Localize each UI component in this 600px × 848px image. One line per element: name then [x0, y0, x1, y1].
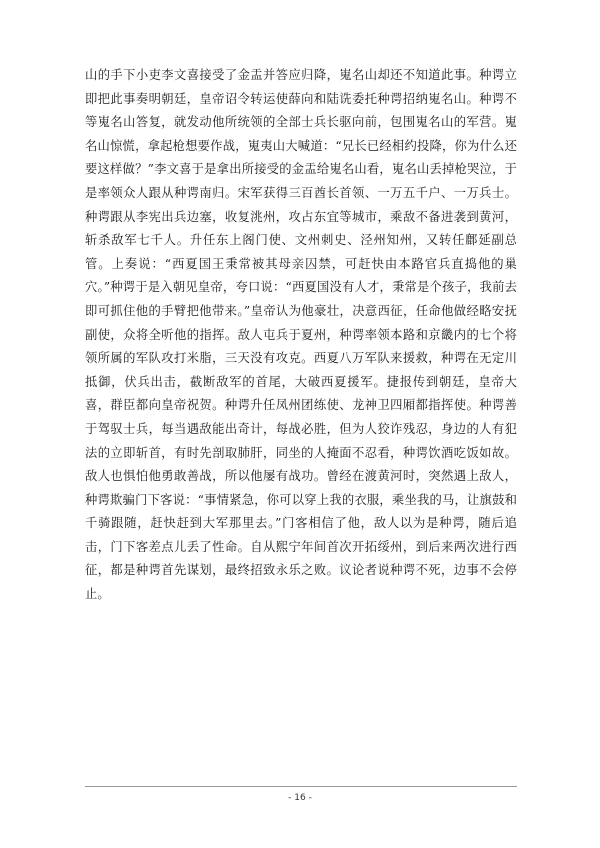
body-paragraph: 山的手下小吏李文喜接受了金盂并答应归降，嵬名山却还不知道此事。种谔立即把此事奏明朝廷，皇帝诏令转运使薛向和陆诜委托种谔招纳嵬名山。种谔不等嵬名山答复，就发动他所统领的全部士兵长驱向前，包围嵬名山的军营。嵬名山惊慌，拿起枪想要作战，嵬夷山大喊道：“兄长已经相约投降，你为什么还要这样做？”李文喜于是拿出所接受的金盂给嵬名山看，嵬名山丢掉枪哭泣，于是率领众人跟从种谔南归。宋军获得三百酋长首领、一万五千户、一万兵士。种谔跟从李宪出兵边塞，收复洮州，攻占东宜等城市，乘敌不备进袭到黄河，斩杀敌军七千人。升任东上阁门使、文州刺史、泾州知州，又转任鄜延副总管。上奏说：“西夏国王秉常被其母亲囚禁，可赶快由本路官兵直捣他的巢穴。”种谔于是入朝见皇帝，夸口说：“西夏国没有人才，秉常是个孩子，我前去即可抓住他的手臂把他带来。”皇帝认为他豪壮，决意西征，任命他做经略安抚副使，众将全听他的指挥。敌人屯兵于夏州，种谔率领本路和京畿内的七个将领所属的军队攻打米脂，三天没有攻克。西夏八万军队来援救，种谔在无定川抵御，伏兵出击，截断敌军的首尾，大破西夏援军。捷报传到朝廷，皇帝大喜，群臣都向皇帝祝贺。种谔升任凤州团练使、龙神卫四厢都指挥使。种谔善于驾驭士兵，每当遇敌能出奇计，每战必胜，但为人狡诈残忍，身边的人有犯法的立即斩首，有时先剖取肺肝，同坐的人掩面不忍看，种谔饮酒吃饭如故。敌人也惧怕他勇敢善战，所以他屡有战功。曾经在渡黄河时，突然遇上敌人，种谔欺骗门下客说：“事情紧急，你可以穿上我的衣服，乘坐我的马，让旗鼓和千骑跟随，赶快赶到大军那里去。”门客相信了他，敌人以为是种谔，随后追击，门下客差点儿丢了性命。自从熙宁年间首次开拓绥州，到后来两次进行西征，都是种谔首先谋划，最终招致永乐之败。议论者说种谔不死，边事不会停止。 [85, 68, 517, 602]
page-body [85, 64, 517, 607]
footer-divider [85, 786, 517, 787]
page-number: - 16 - [288, 793, 312, 803]
